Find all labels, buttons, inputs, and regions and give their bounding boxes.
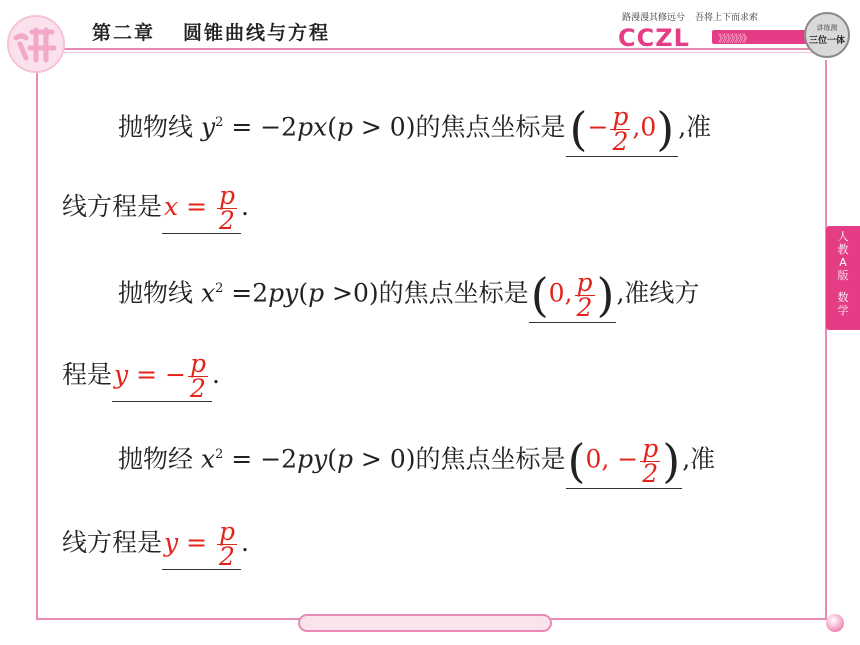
text: ,准 xyxy=(682,444,716,474)
paragraph-3-line-2 xyxy=(62,517,249,571)
math-op: > 0 xyxy=(352,444,406,474)
math-var: x xyxy=(200,278,216,308)
text: 的焦点坐标是 xyxy=(378,278,529,308)
period: . xyxy=(241,528,249,557)
text: 的焦点坐标是 xyxy=(415,444,566,474)
text: 线方程是 xyxy=(62,528,163,557)
period: . xyxy=(240,192,249,221)
fraction-numerator: p xyxy=(642,433,659,463)
text: 程是 xyxy=(62,360,113,389)
seal-top-text: 讲练测 xyxy=(816,24,838,32)
math-op: = xyxy=(178,528,215,557)
chapter-number: 第二章 xyxy=(92,22,156,44)
chapter-name: 圆锥曲线与方程 xyxy=(183,22,331,44)
side-tab-char: 教 xyxy=(837,243,849,256)
fraction-denominator: 2 xyxy=(219,542,235,571)
fraction-denominator: 2 xyxy=(576,292,593,322)
math-var: py xyxy=(268,278,299,308)
answer-blank xyxy=(162,517,241,571)
fraction-denominator: 2 xyxy=(642,458,659,488)
math-op: = −2 xyxy=(223,112,298,142)
fraction-numerator: p xyxy=(612,101,629,131)
math-var: py xyxy=(297,444,328,474)
paragraph-2-line-2 xyxy=(62,349,220,403)
paren: ( xyxy=(327,112,337,142)
side-tab-char: 人 xyxy=(837,230,849,243)
math-var: y xyxy=(164,528,179,557)
text: 线方程是 xyxy=(62,192,163,221)
chevron-strip xyxy=(712,30,812,44)
answer-fraction xyxy=(640,433,660,488)
math-var: x xyxy=(164,192,179,221)
lecture-logo-icon xyxy=(2,8,72,78)
brand-name: CCZL xyxy=(618,24,690,52)
text: ,准线方 xyxy=(616,278,700,308)
text: 抛物经 xyxy=(118,444,194,474)
math-op: = −2 xyxy=(223,444,298,474)
slogan-line-1: 路漫漫其修远兮 xyxy=(622,13,686,23)
answer-fraction xyxy=(217,181,237,235)
math-var: y xyxy=(114,360,129,389)
answer-fraction xyxy=(217,517,237,571)
brand-logo xyxy=(618,8,854,56)
math-op: > 0 xyxy=(352,112,406,142)
math-sup: 2 xyxy=(215,281,224,297)
text: ,准 xyxy=(678,112,712,142)
slogan xyxy=(622,10,758,23)
answer-blank: (0, $\frac{p}{2}$ ) xyxy=(530,267,615,322)
side-tab-char: 数 xyxy=(837,291,849,304)
paragraph-1-line-2 xyxy=(62,181,249,235)
paren: ) xyxy=(405,444,416,474)
frame-right-border xyxy=(825,60,827,620)
fraction-numerator: p xyxy=(189,349,206,378)
math-var: px xyxy=(297,112,328,142)
answer-tail: ,0 xyxy=(632,112,657,142)
fraction-numerator: p xyxy=(218,517,235,546)
math-op: =2 xyxy=(223,278,269,308)
bottom-navigation-bar[interactable] xyxy=(298,614,552,632)
fraction-denominator: 2 xyxy=(612,126,629,156)
edition-side-tab[interactable] xyxy=(826,226,860,330)
math-var: y xyxy=(200,112,216,142)
fraction-denominator: 2 xyxy=(189,374,206,403)
paragraph-2-line-1 xyxy=(118,268,699,323)
answer-blank xyxy=(112,349,212,403)
fraction-numerator: p xyxy=(576,267,593,297)
answer-fraction xyxy=(610,101,630,156)
chevron-text: 》》》》》》》 xyxy=(718,34,751,45)
fraction-numerator: p xyxy=(218,181,235,210)
answer-blank: (0, − $\frac{p}{2}$ ) xyxy=(567,433,681,488)
side-tab-char: 版 xyxy=(837,269,849,282)
paren: ( xyxy=(298,278,309,308)
math-var: p xyxy=(336,112,353,142)
answer-sign: − xyxy=(587,112,609,142)
answer-blank: (− $\frac{p}{2}$ ,0) xyxy=(566,102,679,157)
text: 抛物线 xyxy=(118,278,194,308)
answer-blank xyxy=(162,181,241,235)
paren: ) xyxy=(405,112,416,142)
math-op: >0 xyxy=(324,278,369,308)
fraction-denominator: 2 xyxy=(219,206,235,235)
math-var: p xyxy=(308,278,325,308)
answer-head: 0, xyxy=(548,278,573,308)
text: 抛物线 xyxy=(118,112,194,142)
math-sup: 2 xyxy=(215,115,224,131)
brand-seal xyxy=(804,12,850,58)
slogan-line-2: 吾将上下而求索 xyxy=(695,13,759,23)
side-tab-char: 学 xyxy=(837,304,849,317)
math-op: = − xyxy=(128,360,186,389)
side-tab-char: A xyxy=(839,256,847,269)
seal-bottom-text: 三位一体 xyxy=(808,36,845,46)
math-var: x xyxy=(200,444,216,474)
answer-fraction xyxy=(575,267,595,322)
period: . xyxy=(211,360,220,389)
paren: ) xyxy=(368,278,379,308)
next-page-dot-button[interactable] xyxy=(826,614,844,632)
paren: ( xyxy=(327,444,337,474)
math-var: p xyxy=(336,444,353,474)
text: 的焦点坐标是 xyxy=(415,112,566,142)
frame-left-border xyxy=(36,60,38,620)
math-op: = xyxy=(178,192,215,221)
paragraph-1-line-1 xyxy=(118,102,711,157)
math-sup: 2 xyxy=(215,447,224,463)
answer-fraction xyxy=(188,349,208,403)
chapter-title xyxy=(92,18,330,45)
answer-head: 0, − xyxy=(585,444,639,474)
paragraph-3-line-1 xyxy=(118,434,715,489)
